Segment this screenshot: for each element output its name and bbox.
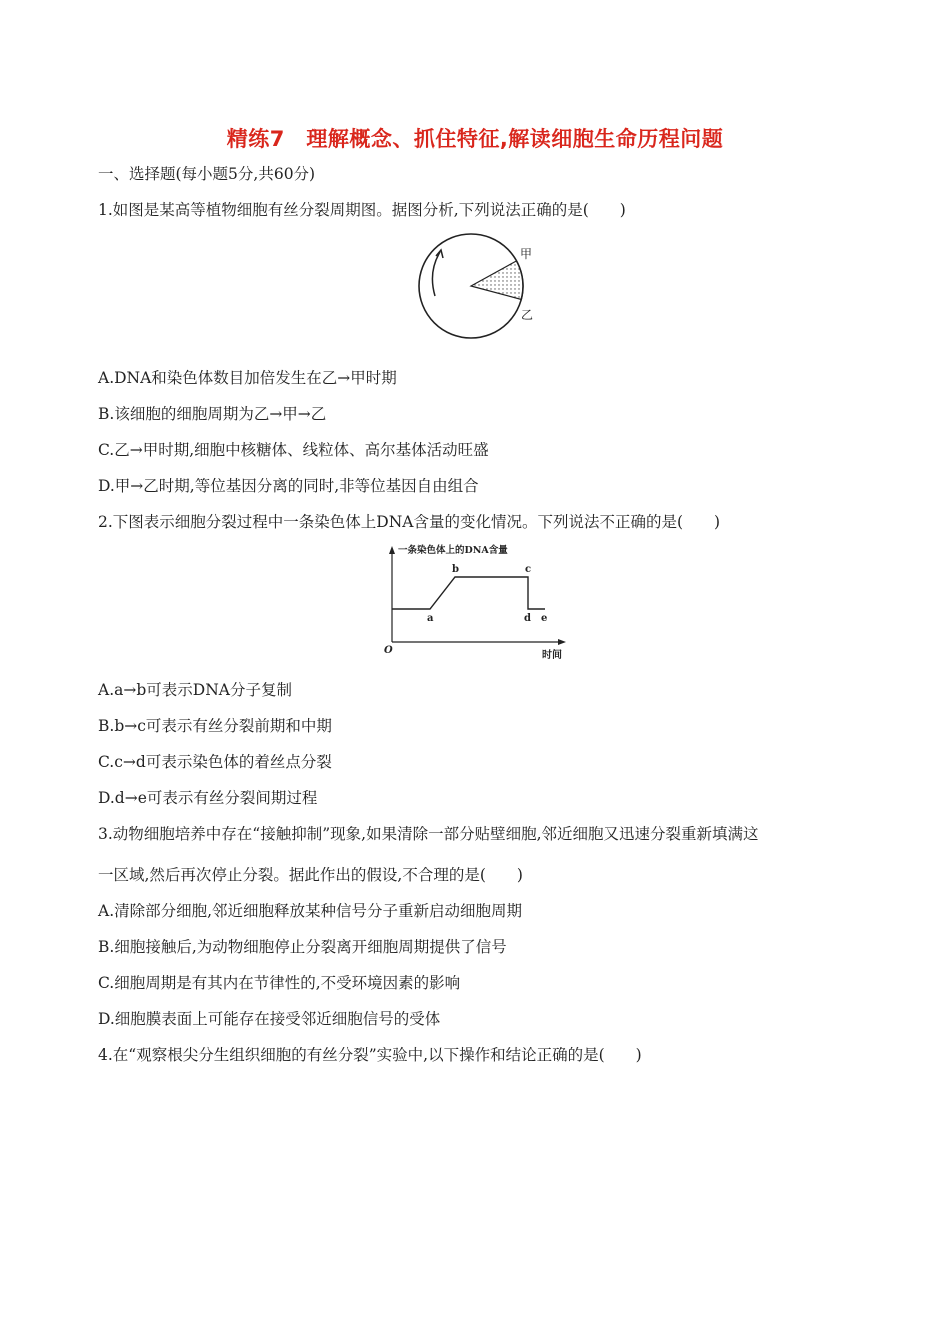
q3-option-d: D.细胞膜表面上可能存在接受邻近细胞信号的受体 xyxy=(98,1010,441,1028)
question-3-stem-line1: 3.动物细胞培养中存在“接触抑制”现象,如果清除一部分贴壁细胞,邻近细胞又迅速分裂重新填满这 xyxy=(98,825,759,843)
question-2-stem: 2.下图表示细胞分裂过程中一条染色体上DNA含量的变化情况。下列说法不正确的是( ) xyxy=(98,513,721,531)
q2-option-d: D.d→e可表示有丝分裂间期过程 xyxy=(98,789,318,807)
point-d-label: d xyxy=(524,613,531,624)
q3-option-c: C.细胞周期是有其内在节律性的,不受环境因素的影响 xyxy=(98,974,461,992)
q1-option-d: D.甲→乙时期,等位基因分离的同时,非等位基因自由组合 xyxy=(98,477,479,495)
q1-option-b: B.该细胞的细胞周期为乙→甲→乙 xyxy=(98,405,327,423)
section-heading: 一、选择题(每小题5分,共60分) xyxy=(98,165,316,183)
q3-option-b: B.细胞接触后,为动物细胞停止分裂离开细胞周期提供了信号 xyxy=(98,938,507,956)
page-title: 精练7 理解概念、抓住特征,解读细胞生命历程问题 xyxy=(226,127,724,151)
cycle-direction-arrow xyxy=(432,252,440,296)
q1-option-a: A.DNA和染色体数目加倍发生在乙→甲时期 xyxy=(98,369,397,387)
question-1-stem: 1.如图是某高等植物细胞有丝分裂周期图。据图分析,下列说法正确的是( ) xyxy=(98,201,626,219)
label-yi: 乙 xyxy=(521,308,534,322)
q3-option-a: A.清除部分细胞,邻近细胞释放某种信号分子重新启动细胞周期 xyxy=(98,902,523,920)
q2-option-c: C.c→d可表示染色体的着丝点分裂 xyxy=(98,753,332,771)
division-phase-sector xyxy=(471,261,523,300)
point-c-label: c xyxy=(525,564,532,575)
label-jia: 甲 xyxy=(520,247,533,261)
dna-content-line xyxy=(392,577,545,609)
x-axis-label: 时间 xyxy=(542,650,562,661)
question-4-stem: 4.在“观察根尖分生组织细胞的有丝分裂”实验中,以下操作和结论正确的是( ) xyxy=(98,1046,642,1064)
question-3-stem-line2: 一区域,然后再次停止分裂。据此作出的假设,不合理的是( ) xyxy=(98,866,523,884)
q1-option-c: C.乙→甲时期,细胞中核糖体、线粒体、高尔基体活动旺盛 xyxy=(98,441,489,459)
q2-option-b: B.b→c可表示有丝分裂前期和中期 xyxy=(98,717,332,735)
point-a-label: a xyxy=(427,613,434,624)
y-axis-label: 一条染色体上的DNA含量 xyxy=(398,545,508,556)
dna-content-graph xyxy=(380,540,580,664)
point-e-label: e xyxy=(541,613,548,624)
point-b-label: b xyxy=(452,564,459,575)
q2-option-a: A.a→b可表示DNA分子复制 xyxy=(98,681,292,699)
origin-label: O xyxy=(384,645,393,656)
cell-cycle-diagram xyxy=(410,232,550,340)
